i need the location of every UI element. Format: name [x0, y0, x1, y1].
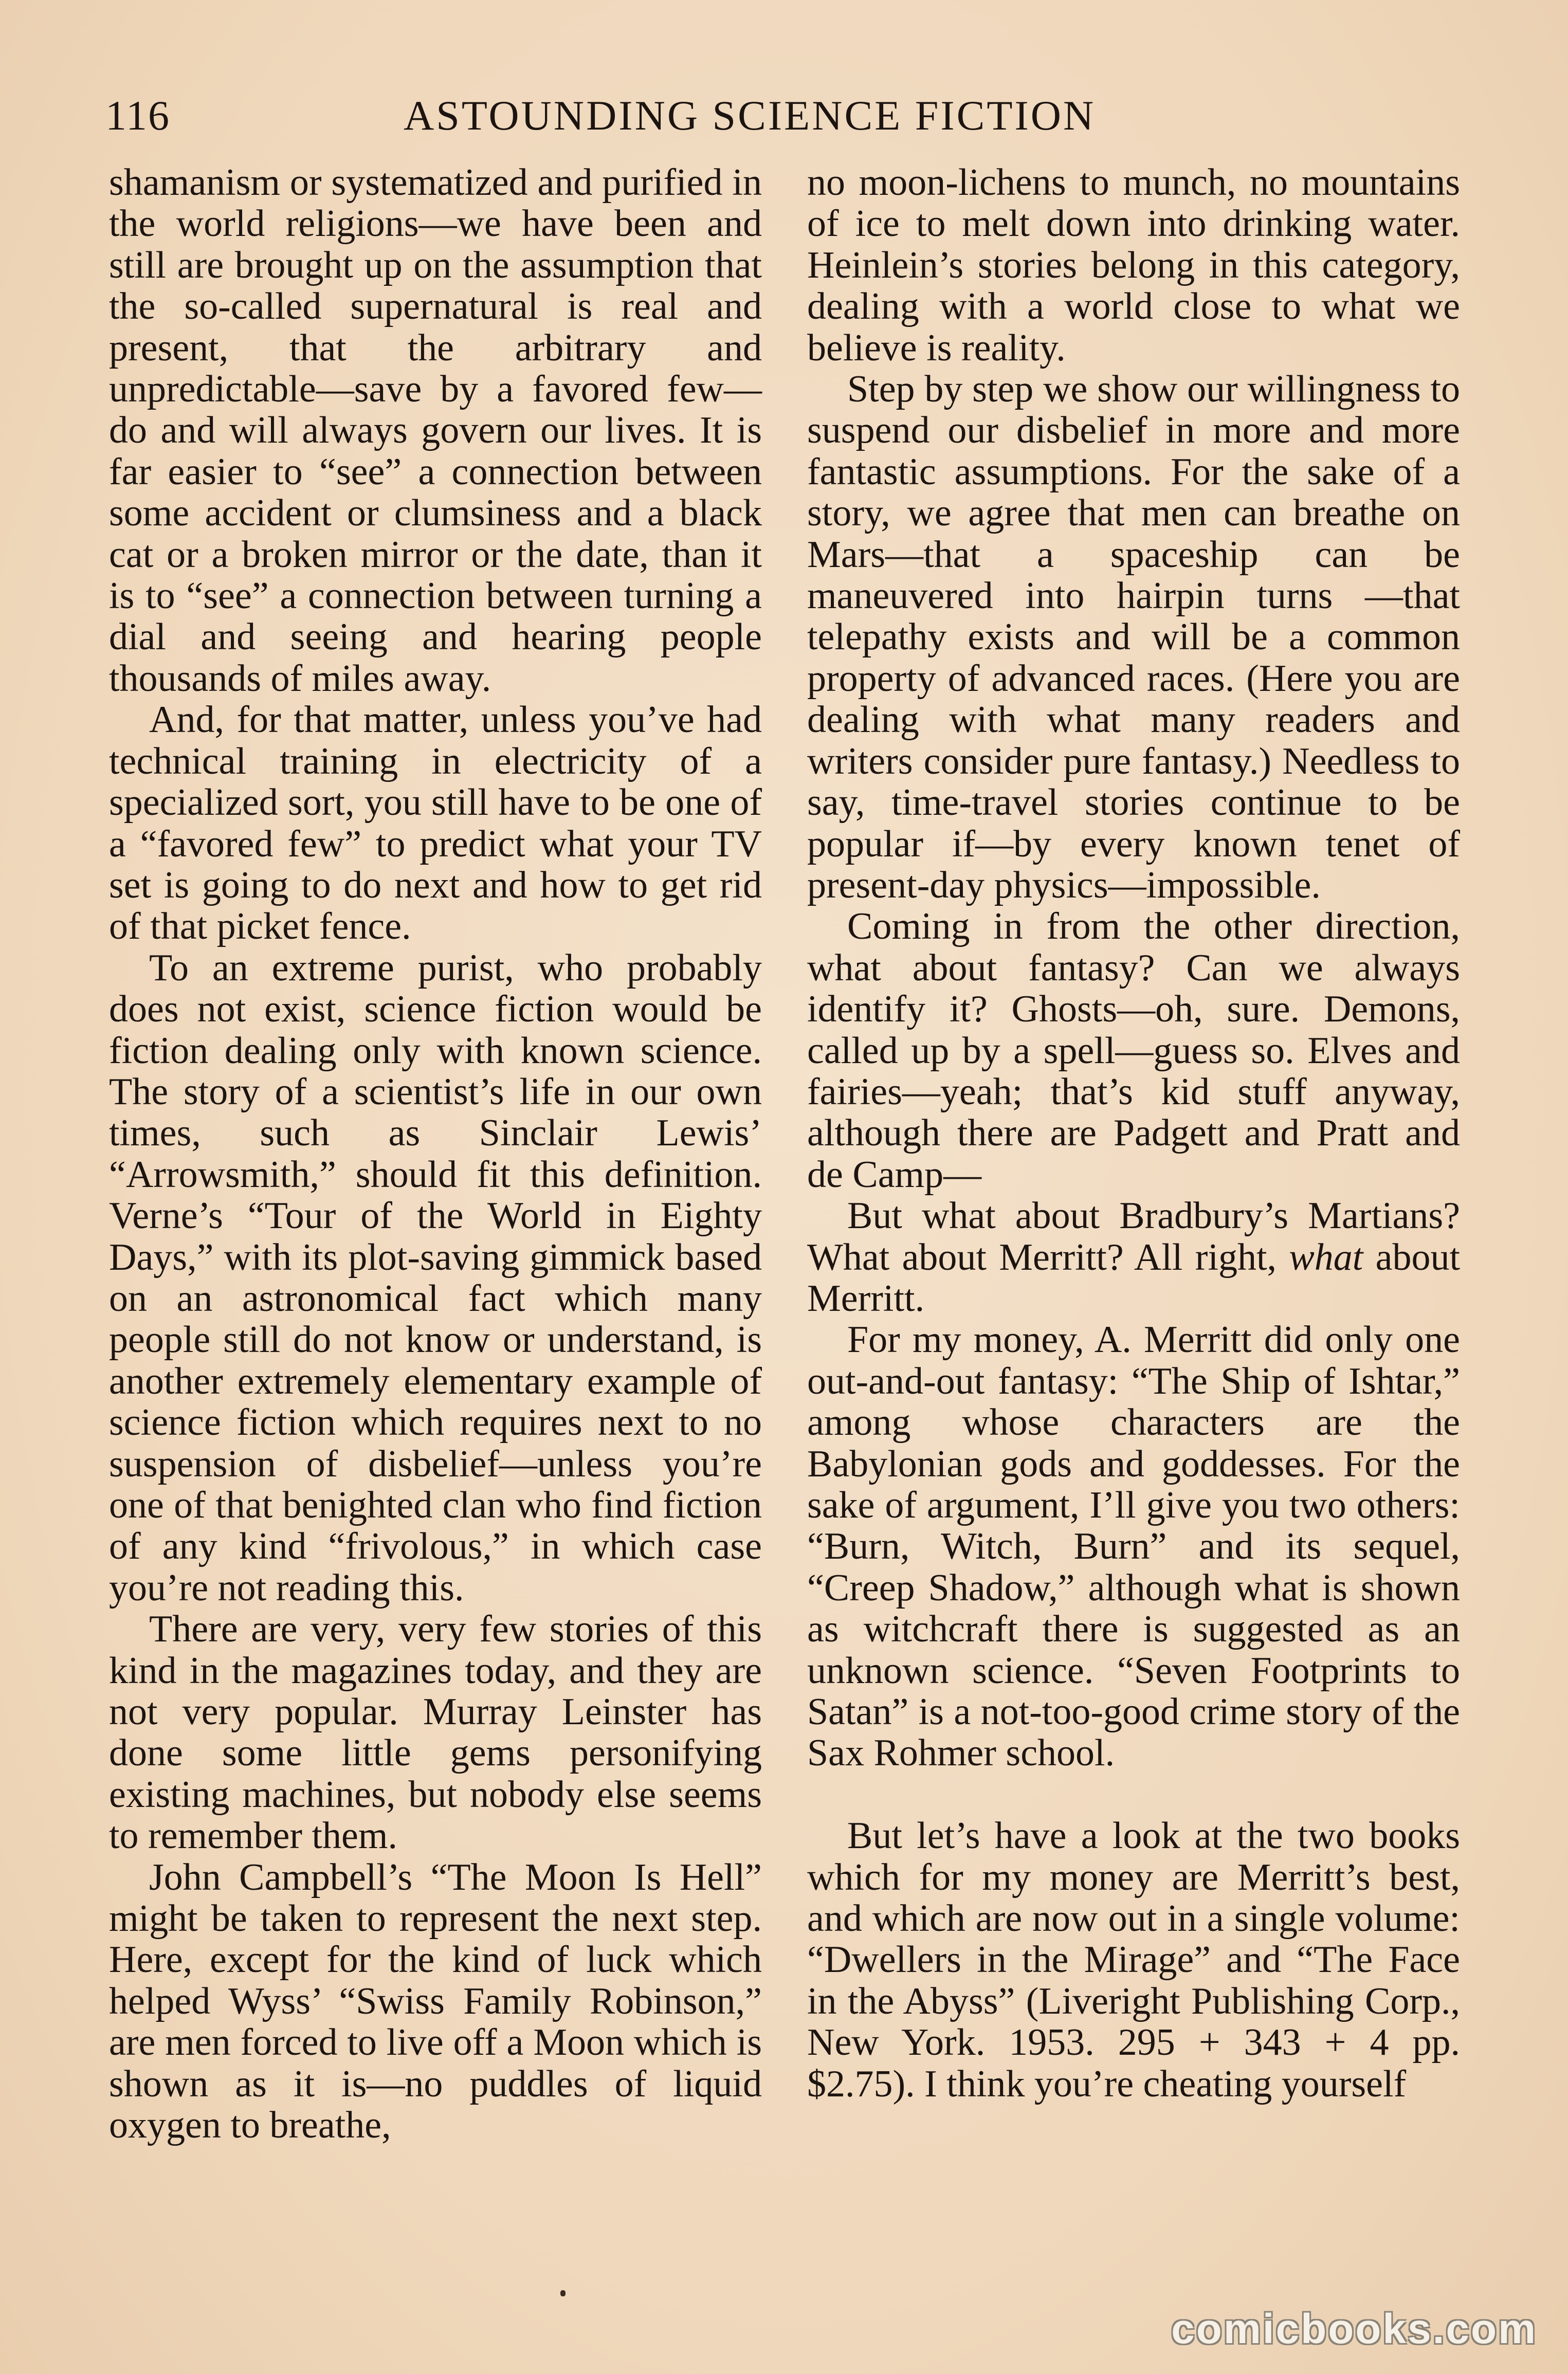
page-header: [105, 87, 1457, 144]
paragraph: no moon-lichens to munch, no mountains of ice to melt down into drinking water. Heinlein’s stories belong in this category, dealing with a world close to what we believe is reality.: [807, 161, 1460, 369]
paragraph: For my money, A. Merritt did only one out-and-out fantasy: “The Ship of Ishtar,” among whose characters are the Babylonian gods and goddesses. For the sake of argument, I’ll give you two others: “Burn, Witch, Burn” and its sequel, “Creep Shadow,” although what is shown as witchcraft there is suggested as an unknown science. “Seven Footprints to Satan” is a not-too-good crime story of the Sax Rohmer school.: [807, 1319, 1460, 1775]
paragraph: Coming in from the other direction, what about fantasy? Can we always identify it? Ghosts—oh, sure. Demons, called up by a spell—guess so. Elves and fairies—yeah; that’s kid stuff anyway, although there are Padgett and Pratt and de Camp—: [807, 905, 1460, 1196]
paragraph: But let’s have a look at the two books which for my money are Merritt’s best, and which are now out in a single volume: “Dwellers in the Mirage” and “The Face in the Abyss” (Liveright Publishing Corp., New York. 1953. 295 + 343 + 4 pp. $2.75). I think you’re cheating yourself: [807, 1815, 1460, 2105]
paragraph: There are very, very few stories of this kind in the magazines today, and they are not very popular. Murray Leinster has done some little gems personifying existing machines, but nobody else seems to remember them.: [109, 1608, 762, 1857]
ink-speck: [560, 2290, 566, 2296]
paragraph: Step by step we show our willingness to suspend our disbelief in more and more fantastic assumptions. For the sake of a story, we agree that men can breathe on Mars—that a spaceship can be maneuvered into hairpin turns —that telepathy exists and will be a common property of advanced races. (Here you are dealing with what many readers and writers consider pure fantasy.) Needless to say, time-travel stories continue to be popular if—by every known tenet of present-day physics—impossible.: [807, 368, 1460, 906]
paragraph: John Campbell’s “The Moon Is Hell” might be taken to represent the next step. Here, except for the kind of luck which helped Wyss’ “Swiss Family Robinson,” are men forced to live off a Moon which is shown as it is—no puddles of liquid oxygen to breathe,: [109, 1856, 762, 2147]
paragraph: shamanism or systematized and purified in the world religions—we have been and still are brought up on the assumption that the so-called supernatural is real and present, that the arbitrary and unpredictable—save by a favored few—do and will always govern our lives. It is far easier to “see” a connection between some accident or clumsiness and a black cat or a broken mirror or the date, than it is to “see” a connection between turning a dial and seeing and hearing people thousands of miles away.: [109, 161, 762, 700]
paragraph: And, for that matter, unless you’ve had technical training in electricity of a specialized sort, you still have to be one of a “favored few” to predict what your TV set is going to do next and how to get rid of that picket fence.: [109, 699, 762, 948]
italic-word: what: [1289, 1236, 1363, 1279]
right-column: [807, 162, 1460, 2105]
left-column: [109, 162, 762, 2146]
page-number: 116: [105, 92, 170, 139]
paragraph: To an extreme purist, who probably does not exist, science fiction would be fiction dealing only with known science. The story of a scientist’s life in our own times, such as Sinclair Lewis’ “Arrowsmith,” should fit this definition. Verne’s “Tour of the World in Eighty Days,” with its plot-saving gimmick based on an astronomical fact which many people still do not know or understand, is another extremely elementary example of science fiction which requires next to no suspension of disbelief—unless you’re one of that benighted clan who find fiction of any kind “frivolous,” in which case you’re not reading this.: [109, 946, 762, 1609]
paragraph-text: about Merritt.: [807, 1236, 1461, 1320]
magazine-title: ASTOUNDING SCIENCE FICTION: [404, 92, 1096, 139]
paragraph-text: But what about Bradbury’s Martians? What about Merritt? All right,: [807, 1195, 1460, 1279]
watermark: comicbooks.com: [1171, 2306, 1537, 2352]
paragraph: [807, 1195, 1460, 1319]
